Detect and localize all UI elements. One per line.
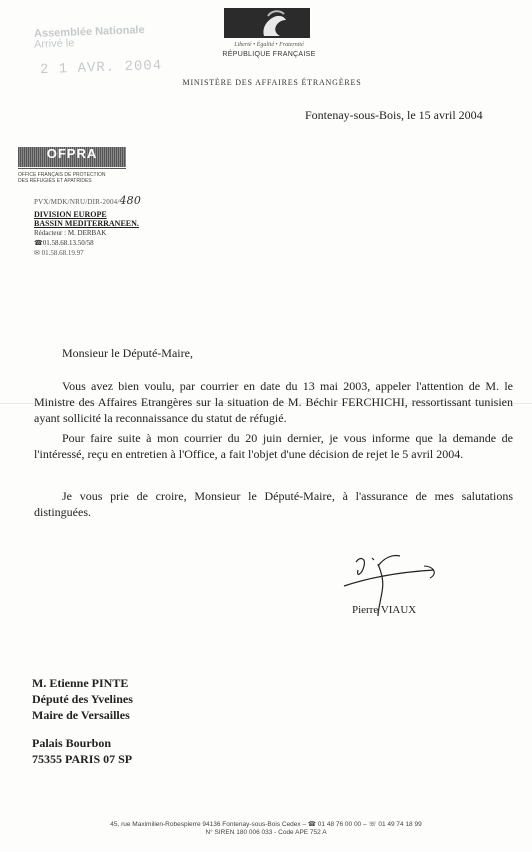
recipient-city: 75355 PARIS 07 SP [32, 752, 133, 766]
recipient-office: Maire de Versailles [32, 708, 130, 722]
ofpra-divider [18, 168, 126, 169]
division-subname: BASSIN MEDITERRANEEN. [34, 219, 139, 228]
fax [34, 249, 84, 257]
recipient-name: M. Etienne PINTE [32, 676, 129, 690]
salutation: Monsieur le Député-Maire, [62, 346, 193, 360]
ofpra-logo-text: OFPRA [46, 146, 98, 161]
ofpra-full-name-line2: DES RÉFUGIÉS ET APATRIDES [18, 178, 92, 184]
ofpra-full-name-line1: OFFICE FRANÇAIS DE PROTECTION [18, 172, 106, 178]
recipient-title: Député des Yvelines [32, 692, 133, 706]
ofpra-full-name [18, 172, 128, 184]
reference-handwritten: 480 [119, 194, 142, 207]
fax-icon: ✉ [34, 249, 42, 257]
recipient-address: Palais Bourbon [32, 736, 112, 750]
republic-motto: Liberté • Égalité • Fraternité [234, 42, 304, 48]
paragraph-2: Pour faire suite à mon courrier du 20 juin dernier, je vous informe que la demande de l'intéressé, reçu en entretien à l'Office, a fait l'objet d'une décision de rejet le 5 avril 2004. [34, 431, 513, 461]
footer-siren: N° SIREN 180 006 033 - Code APE 752 A [205, 829, 327, 836]
reference-number [34, 194, 141, 207]
signer-name: Pierre VIAUX [352, 604, 417, 616]
stamp-title: Assemblée Nationale [33, 24, 145, 40]
reference-code: PVX/MDK/NRU/DIR-2004/ [34, 198, 120, 206]
footer-address: 45, rue Maximilien-Robespierre 94136 Fontenay-sous-Bois Cedex – ☎ 01 48 76 00 00 – ☏ 01 49 74 18 99 [110, 821, 422, 828]
division-name: DIVISION EUROPE [34, 210, 107, 219]
telephone: ☎01.58.68.13.50/58 [34, 239, 94, 247]
republic-name: RÉPUBLIQUE FRANÇAISE [222, 51, 316, 58]
place-and-date: Fontenay-sous-Bois, le 15 avril 2004 [305, 108, 483, 122]
ministry-name: MINISTÈRE DES AFFAIRES ÉTRANGÈRES [182, 78, 362, 87]
paragraph-3: Je vous prie de croire, Monsieur le Député-Maire, à l'assurance de mes salutations distinguées. [34, 489, 513, 519]
paper-fold-line [0, 403, 532, 404]
fax-number: 01.58.68.19.97 [41, 249, 84, 257]
stamp-arrival-label: Arrivé le [33, 37, 75, 51]
marianne-logo-icon [224, 8, 310, 38]
redacteur: Rédacteur : M. DERBAK [34, 229, 107, 237]
paragraph-1: Vous avez bien voulu, par courrier en date du 13 mai 2003, appeler l'attention de M. le Ministre des Affaires Etrangères sur la situation de M. Béchir FERCHICHI, ressortissant tunisien ayant sollicité la reconnaissance du statut de réfugié. [34, 379, 513, 425]
stamp-date: 2 1 AVR. 2004 [39, 57, 163, 79]
